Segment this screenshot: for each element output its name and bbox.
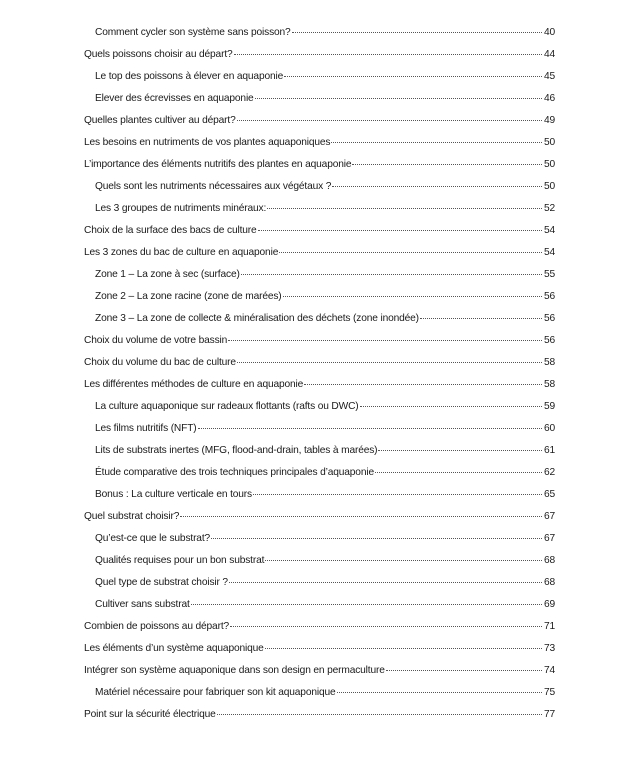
toc-dot-leader bbox=[258, 230, 542, 231]
toc-entry-label: Les 3 groupes de nutriments minéraux: bbox=[95, 203, 267, 214]
toc-dot-leader bbox=[267, 208, 542, 209]
toc-entry-label: Elever des écrevisses en aquaponie bbox=[95, 93, 254, 104]
toc-page-number: 54 bbox=[543, 225, 555, 236]
toc-dot-leader bbox=[241, 274, 542, 275]
toc-entry[interactable] bbox=[84, 484, 555, 506]
toc-dot-leader bbox=[420, 318, 542, 319]
toc-dot-leader bbox=[237, 120, 542, 121]
toc-entry-label: Matériel nécessaire pour fabriquer son kit aquaponique bbox=[95, 687, 336, 698]
toc-entry-label: Étude comparative des trois techniques principales d’aquaponie bbox=[95, 467, 374, 478]
toc-page-number: 49 bbox=[543, 115, 555, 126]
toc-page-number: 60 bbox=[543, 423, 555, 434]
toc-entry-label: Choix du volume de votre bassin bbox=[84, 335, 228, 346]
toc-entry[interactable] bbox=[84, 594, 555, 616]
toc-entry-label: La culture aquaponique sur radeaux flottants (rafts ou DWC) bbox=[95, 401, 359, 412]
toc-entry[interactable] bbox=[84, 110, 555, 132]
toc-entry[interactable] bbox=[84, 528, 555, 550]
toc-dot-leader bbox=[360, 406, 542, 407]
toc-dot-leader bbox=[253, 494, 542, 495]
toc-entry-label: Zone 1 – La zone à sec (surface) bbox=[95, 269, 240, 280]
toc-dot-leader bbox=[228, 340, 542, 341]
toc-dot-leader bbox=[332, 186, 542, 187]
toc-entry[interactable] bbox=[84, 660, 555, 682]
toc-entry[interactable] bbox=[84, 286, 555, 308]
toc-entry[interactable] bbox=[84, 418, 555, 440]
toc-entry-label: Les 3 zones du bac de culture en aquaponie bbox=[84, 247, 279, 258]
toc-entry[interactable] bbox=[84, 88, 555, 110]
toc-page-number: 56 bbox=[543, 313, 555, 324]
toc-dot-leader bbox=[180, 516, 542, 517]
toc-page-number: 56 bbox=[543, 335, 555, 346]
toc-entry[interactable] bbox=[84, 154, 555, 176]
toc-dot-leader bbox=[265, 560, 542, 561]
toc-entry-label: Bonus : La culture verticale en tours bbox=[95, 489, 252, 500]
toc-entry[interactable] bbox=[84, 176, 555, 198]
toc-page-number: 61 bbox=[543, 445, 555, 456]
toc-entry[interactable] bbox=[84, 506, 555, 528]
toc-page-number: 40 bbox=[543, 27, 555, 38]
toc-entry[interactable] bbox=[84, 308, 555, 330]
toc-dot-leader bbox=[211, 538, 542, 539]
toc-dot-leader bbox=[217, 714, 542, 715]
toc-page-number: 45 bbox=[543, 71, 555, 82]
toc-page-number: 75 bbox=[543, 687, 555, 698]
toc-dot-leader bbox=[378, 450, 542, 451]
toc-entry[interactable] bbox=[84, 22, 555, 44]
toc-page-number: 74 bbox=[543, 665, 555, 676]
toc-entry-label: Zone 2 – La zone racine (zone de marées) bbox=[95, 291, 282, 302]
toc-page-number: 50 bbox=[543, 181, 555, 192]
toc-dot-leader bbox=[234, 54, 542, 55]
toc-entry-label: Cultiver sans substrat bbox=[95, 599, 190, 610]
toc-page-number: 58 bbox=[543, 379, 555, 390]
toc-entry[interactable] bbox=[84, 352, 555, 374]
toc-page-number: 54 bbox=[543, 247, 555, 258]
toc-entry-label: Quel type de substrat choisir ? bbox=[95, 577, 228, 588]
toc-entry-label: Les films nutritifs (NFT) bbox=[95, 423, 197, 434]
toc-entry[interactable] bbox=[84, 44, 555, 66]
toc-entry[interactable] bbox=[84, 330, 555, 352]
toc-dot-leader bbox=[352, 164, 542, 165]
toc-entry-label: Quels poissons choisir au départ? bbox=[84, 49, 233, 60]
toc-dot-leader bbox=[230, 626, 542, 627]
toc-entry-label: Zone 3 – La zone de collecte & minéralisation des déchets (zone inondée) bbox=[95, 313, 419, 324]
toc-entry[interactable] bbox=[84, 242, 555, 264]
toc-entry-label: L’importance des éléments nutritifs des plantes en aquaponie bbox=[84, 159, 352, 170]
toc-entry[interactable] bbox=[84, 572, 555, 594]
toc-entry[interactable] bbox=[84, 264, 555, 286]
toc-page-number: 59 bbox=[543, 401, 555, 412]
toc-entry[interactable] bbox=[84, 132, 555, 154]
toc-page-number: 69 bbox=[543, 599, 555, 610]
toc-dot-leader bbox=[191, 604, 542, 605]
toc-page-number: 56 bbox=[543, 291, 555, 302]
toc-page-number: 50 bbox=[543, 137, 555, 148]
toc-page-number: 71 bbox=[543, 621, 555, 632]
toc-entry-label: Qu’est-ce que le substrat? bbox=[95, 533, 211, 544]
toc-page-number: 68 bbox=[543, 555, 555, 566]
toc-page-number: 44 bbox=[543, 49, 555, 60]
toc-entry[interactable] bbox=[84, 616, 555, 638]
toc-dot-leader bbox=[229, 582, 542, 583]
toc-dot-leader bbox=[331, 142, 542, 143]
toc-page-number: 67 bbox=[543, 511, 555, 522]
toc-dot-leader bbox=[283, 296, 542, 297]
toc-dot-leader bbox=[304, 384, 542, 385]
toc-dot-leader bbox=[386, 670, 542, 671]
toc-page-number: 77 bbox=[543, 709, 555, 720]
toc-entry-label: Lits de substrats inertes (MFG, flood-and-drain, tables à marées) bbox=[95, 445, 378, 456]
toc-dot-leader bbox=[198, 428, 542, 429]
table-of-contents bbox=[84, 22, 555, 726]
toc-page-number: 73 bbox=[543, 643, 555, 654]
toc-page-number: 46 bbox=[543, 93, 555, 104]
toc-entry-label: Quelles plantes cultiver au départ? bbox=[84, 115, 236, 126]
toc-entry[interactable] bbox=[84, 198, 555, 220]
toc-entry[interactable] bbox=[84, 66, 555, 88]
toc-page-number: 65 bbox=[543, 489, 555, 500]
toc-entry-label: Le top des poissons à élever en aquaponie bbox=[95, 71, 284, 82]
toc-entry-label: Choix du volume du bac de culture bbox=[84, 357, 236, 368]
toc-entry[interactable] bbox=[84, 550, 555, 572]
toc-entry-label: Qualités requises pour un bon substrat bbox=[95, 555, 265, 566]
toc-entry[interactable] bbox=[84, 396, 555, 418]
toc-dot-leader bbox=[337, 692, 542, 693]
toc-entry-label: Les différentes méthodes de culture en aquaponie bbox=[84, 379, 304, 390]
toc-page-number: 52 bbox=[543, 203, 555, 214]
toc-dot-leader bbox=[375, 472, 542, 473]
toc-entry[interactable] bbox=[84, 704, 555, 726]
toc-entry-label: Les éléments d’un système aquaponique bbox=[84, 643, 264, 654]
toc-page-number: 55 bbox=[543, 269, 555, 280]
toc-entry-label: Comment cycler son système sans poisson? bbox=[95, 27, 291, 38]
toc-dot-leader bbox=[265, 648, 542, 649]
toc-page-number: 62 bbox=[543, 467, 555, 478]
toc-entry-label: Choix de la surface des bacs de culture bbox=[84, 225, 257, 236]
toc-page-number: 50 bbox=[543, 159, 555, 170]
toc-entry[interactable] bbox=[84, 440, 555, 462]
toc-entry[interactable] bbox=[84, 638, 555, 660]
toc-dot-leader bbox=[279, 252, 542, 253]
toc-page-number: 58 bbox=[543, 357, 555, 368]
toc-entry[interactable] bbox=[84, 374, 555, 396]
toc-dot-leader bbox=[237, 362, 542, 363]
toc-entry[interactable] bbox=[84, 462, 555, 484]
toc-dot-leader bbox=[255, 98, 542, 99]
toc-dot-leader bbox=[292, 32, 542, 33]
toc-entry[interactable] bbox=[84, 682, 555, 704]
toc-page-number: 68 bbox=[543, 577, 555, 588]
toc-entry-label: Quels sont les nutriments nécessaires aux végétaux ? bbox=[95, 181, 332, 192]
toc-page-number: 67 bbox=[543, 533, 555, 544]
toc-entry[interactable] bbox=[84, 220, 555, 242]
toc-entry-label: Quel substrat choisir? bbox=[84, 511, 180, 522]
toc-entry-label: Point sur la sécurité électrique bbox=[84, 709, 216, 720]
toc-entry-label: Les besoins en nutriments de vos plantes aquaponiques bbox=[84, 137, 331, 148]
toc-entry-label: Intégrer son système aquaponique dans son design en permaculture bbox=[84, 665, 385, 676]
toc-dot-leader bbox=[284, 76, 542, 77]
toc-entry-label: Combien de poissons au départ? bbox=[84, 621, 230, 632]
